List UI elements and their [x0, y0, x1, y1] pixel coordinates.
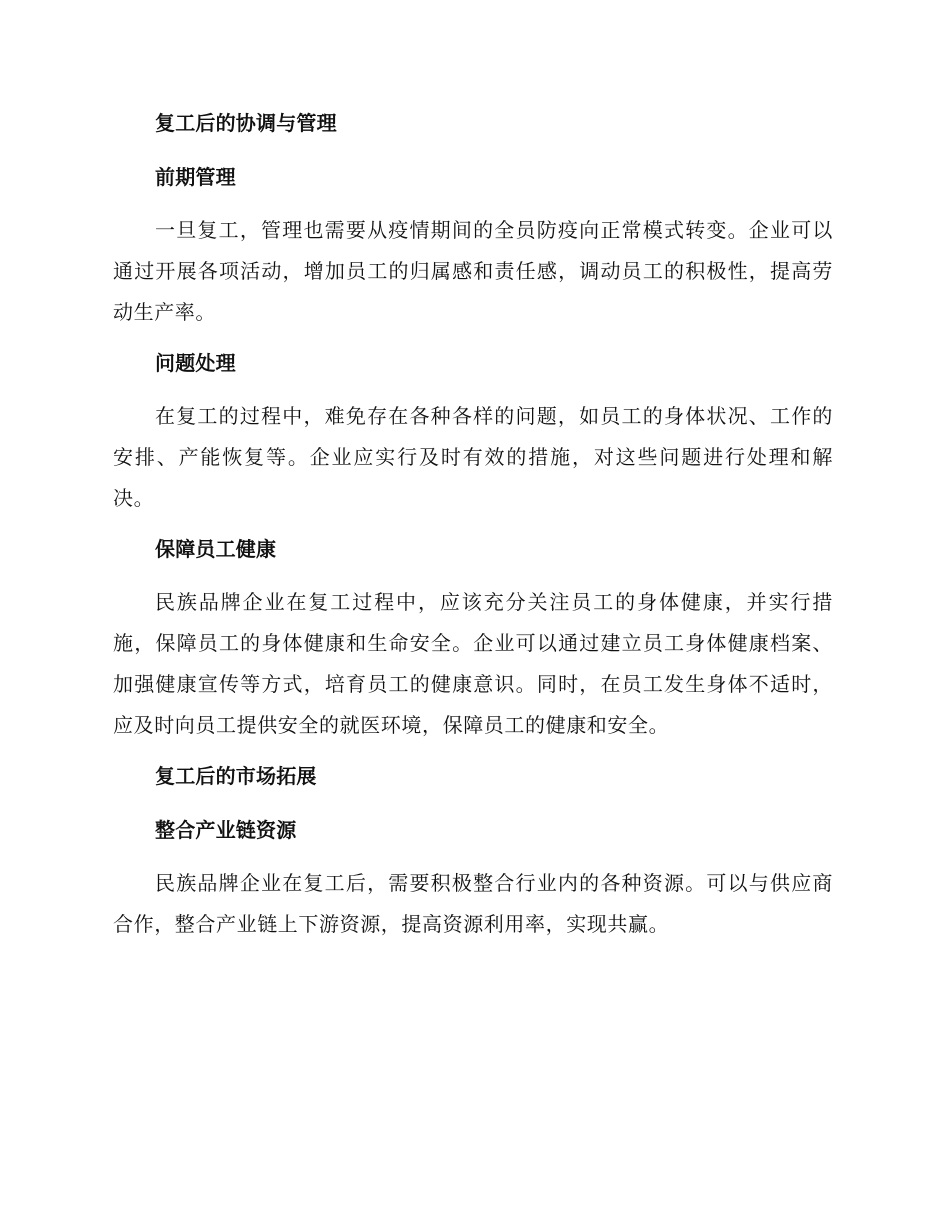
paragraph-employee-health: 民族品牌企业在复工过程中，应该充分关注员工的身体健康，并实行措施，保障员工的身体健康和生命安全。企业可以通过建立员工身体健康档案、加强健康宣传等方式，培育员工的健康意识。同时，在员工发生身体不适时，应及时向员工提供安全的就医环境，保障员工的健康和安全。: [113, 590, 833, 737]
subheading-industry-chain: 整合产业链资源: [155, 818, 297, 842]
paragraph-industry-chain: 民族品牌企业在复工后，需要积极整合行业内的各种资源。可以与供应商合作，整合产业链上下游资源，提高资源利用率，实现共赢。: [113, 871, 833, 936]
section-heading-coordination: 复工后的协调与管理: [155, 111, 337, 135]
paragraph-problem-handling: 在复工的过程中，难免存在各种各样的问题，如员工的身体状况、工作的安排、产能恢复等。企业应实行及时有效的措施，对这些问题进行处理和解决。: [113, 404, 833, 510]
paragraph-early-management: 一旦复工，管理也需要从疫情期间的全员防疫向正常模式转变。企业可以通过开展各项活动，增加员工的归属感和责任感，调动员工的积极性，提高劳动生产率。: [113, 218, 833, 324]
subheading-employee-health: 保障员工健康: [155, 537, 277, 561]
document-page: [113, 108, 833, 960]
subheading-early-management: 前期管理: [155, 165, 236, 189]
section-heading-market-expansion: 复工后的市场拓展: [155, 764, 317, 788]
subheading-problem-handling: 问题处理: [155, 351, 236, 375]
